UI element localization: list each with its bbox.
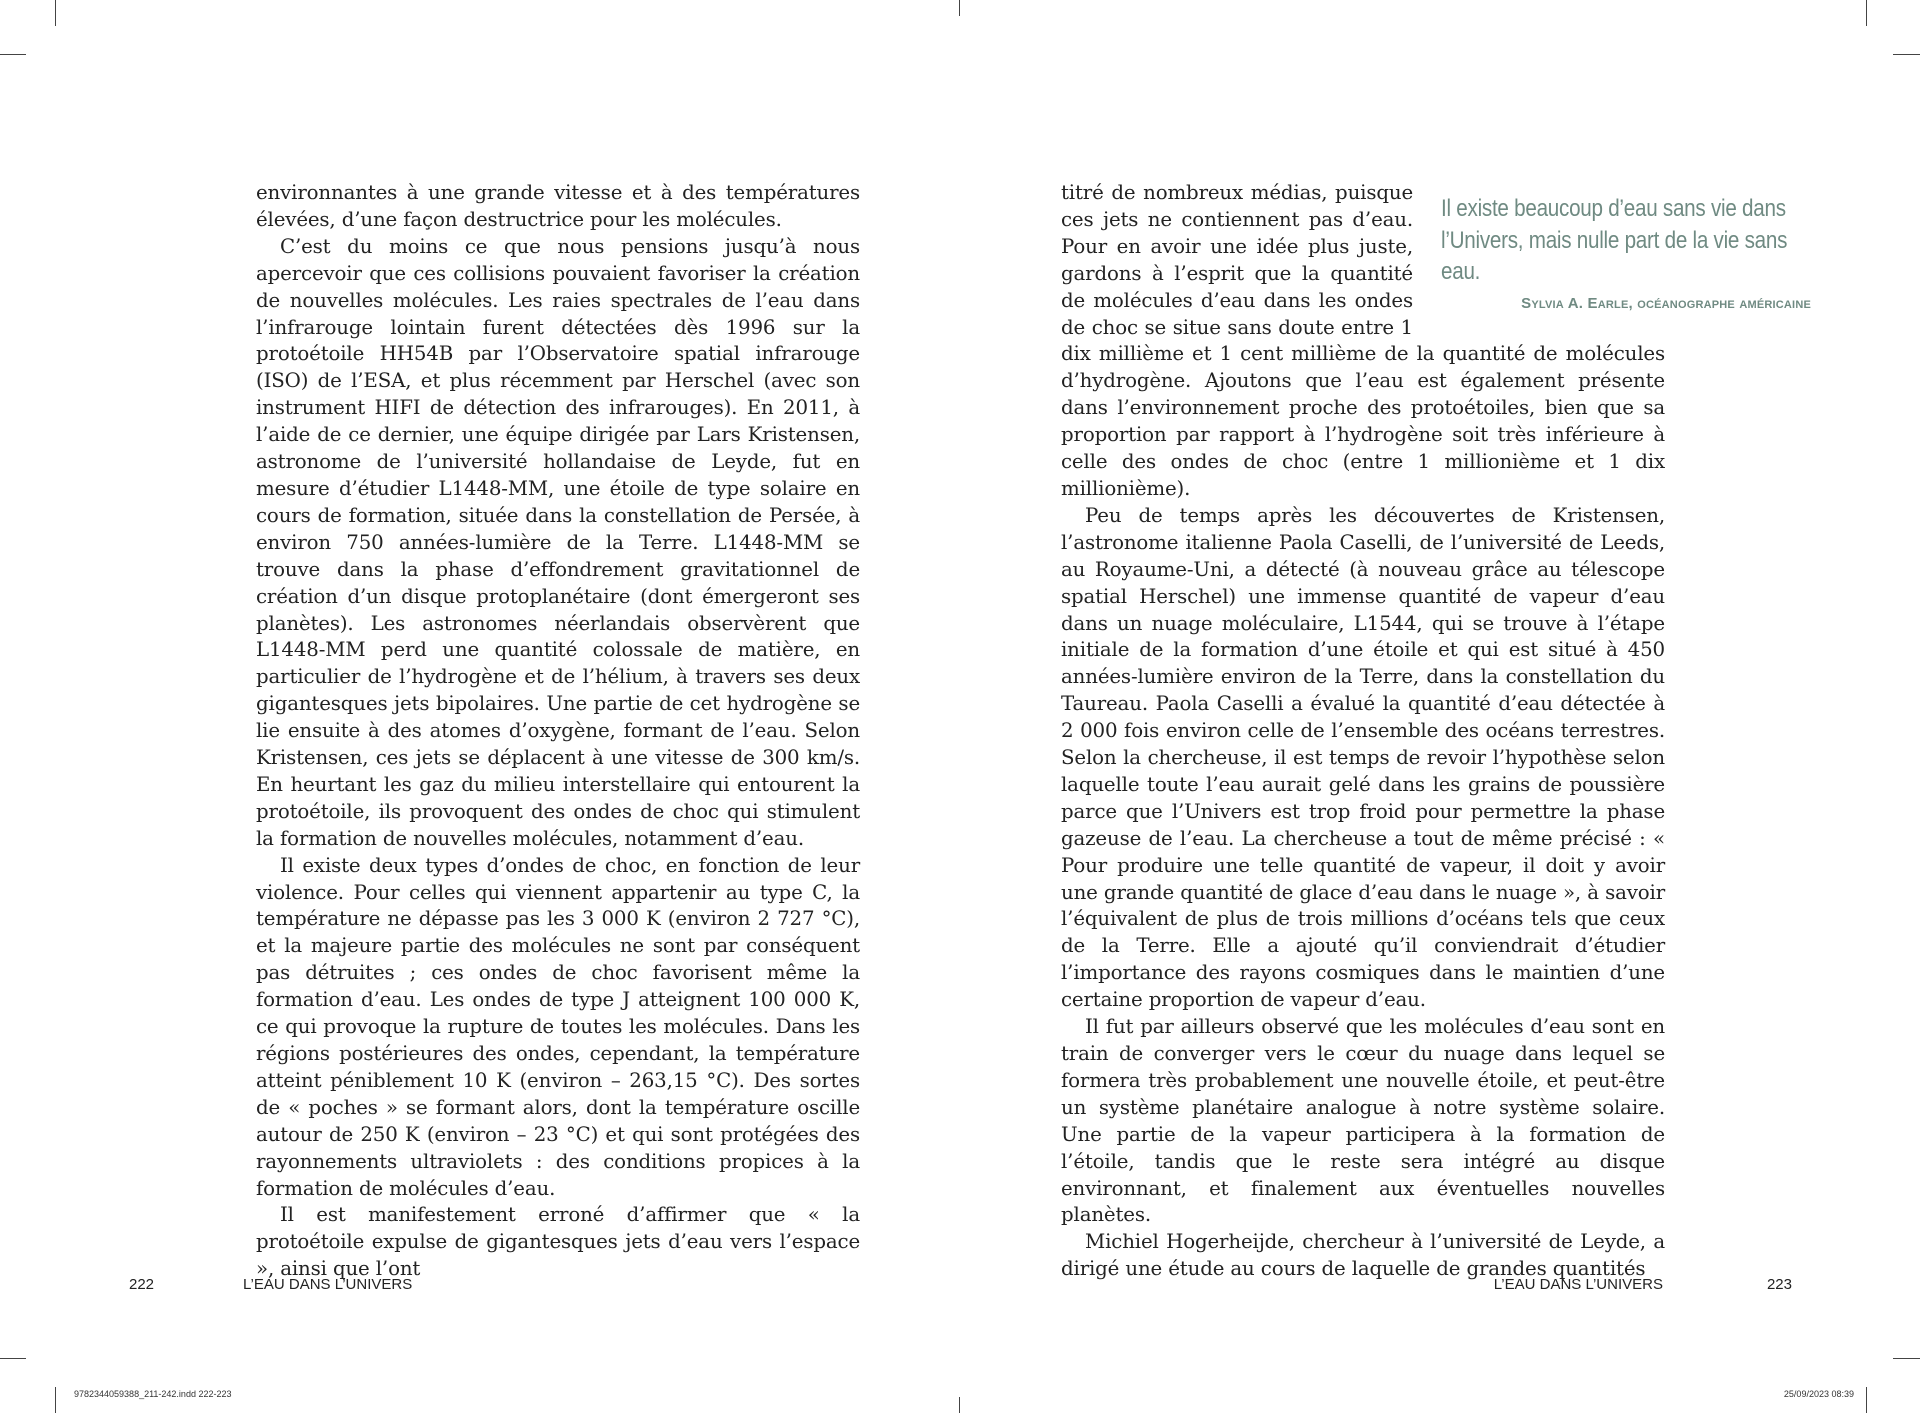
crop-mark — [55, 1387, 56, 1413]
paragraph: Il fut par ailleurs observé que les molécules d’eau sont en train de converger vers le cœur du nuage dans lequel se formera très probablement une nouvelle étoile, et peut-être un système planétaire analogue à notre système solaire. Une partie de la vapeur participera à la formation de l’étoile, tandis que le reste sera intégré au disque environnant, et finalement aux éventuelles nouvelles planètes. — [1061, 1015, 1665, 1227]
right-page-text — [1061, 180, 1811, 1283]
paragraph: environnantes à une grande vitesse et à des températures élevées, d’une façon destructrice pour les molécules. — [256, 181, 860, 231]
pull-quote-text: Il existe beaucoup d’eau sans vie dans l’Univers, mais nulle part de la vie sans eau. — [1441, 195, 1788, 285]
pull-quote — [1441, 193, 1813, 317]
crop-mark — [55, 0, 56, 26]
page-number-right: 223 — [1766, 1276, 1792, 1293]
paragraph: C’est du moins ce que nous pensions jusqu’à nous apercevoir que ces collisions pouvaient favoriser la création de nouvelles molécules. Les raies spectrales de l’eau dans l’infrarouge lointain furent détectées dès 1996 sur la protoétoile HH54B par l’Observatoire spatial infrarouge (ISO) de l’ESA, et plus récemment par Herschel (avec son instrument HIFI de détection des infrarouges). En 2011, à l’aide de ce dernier, une équipe dirigée par Lars Kristensen, astronome de l’université hollandaise de Leyde, fut en mesure d’étudier L1448-MM, une étoile de type solaire en cours de formation, située dans la constellation de Persée, à environ 750 années-lumière de la Terre. L1448-MM se trouve dans la phase d’effondrement gravitationnel de création d’un disque protoplanétaire (dont émergeront ses planètes). Les astronomes néerlandais observèrent que L1448-MM perd une quantité colossale de matière, en particulier de l’hydrogène et de l’hélium, à travers ses deux gigantesques jets bipolaires. Une partie de cet hydrogène se lie ensuite à des atomes d’oxygène, formant de l’eau. Selon Kristensen, ces jets se déplacent à une vitesse de 300 km/s. En heurtant les gaz du milieu interstellaire qui entourent la protoétoile, ils provoquent des ondes de choc qui stimulent la formation de nouvelles molécules, notamment d’eau. — [256, 234, 860, 850]
paragraph: Peu de temps après les découvertes de Kristensen, l’astronome italienne Paola Caselli, de l’université de Leeds, au Royaume-Uni, a détecté (à nouveau grâce au télescope spatial Herschel) une immense quantité de vapeur d’eau dans un nuage moléculaire, L1544, qui se trouve à l’étape initiale de la formation d’une étoile et qui est situé à 450 années-lumière environ de la Terre, dans la constellation du Taureau. Paola Caselli a évalué la quantité d’eau détectée à 2 000 fois environ celle de l’ensemble des océans terrestres. Selon la chercheuse, il est temps de revoir l’hypothèse selon laquelle toute l’eau aurait gelé dans les grains de poussière parce que l’Univers est trop froid pour permettre la phase gazeuse de l’eau. La chercheuse a tout de même précisé : « Pour produire une telle quantité de vapeur, il doit y avoir une grande quantité de glace d’eau dans le nuage », à savoir l’équivalent de plus de trois millions d’océans tels que ceux de la Terre. Elle a ajouté qu’il conviendrait d’étudier l’importance des rayons cosmiques dans le maintien d’une certaine proportion de vapeur d’eau. — [1061, 503, 1665, 1012]
crop-mark — [0, 1358, 26, 1359]
paragraph: Il est manifestement erroné d’affirmer que « la protoétoile expulse de gigantesques jets d’eau vers l’espace », ainsi que l’ont — [256, 1203, 860, 1281]
crop-mark — [1866, 0, 1867, 26]
crop-mark — [959, 0, 960, 16]
crop-mark — [1893, 1358, 1920, 1359]
left-page-text — [256, 180, 860, 1283]
crop-mark — [1866, 1387, 1867, 1413]
page-number-left: 222 — [129, 1276, 155, 1293]
slug-timestamp: 25/09/2023 08:39 — [1783, 1389, 1854, 1399]
paragraph: Il existe deux types d’ondes de choc, en fonction de leur violence. Pour celles qui viennent appartenir au type C, la température ne dépasse pas les 3 000 K (environ 2 727 °C), et la majeure partie des molécules ne sont par conséquent pas détruites ; ces ondes de choc favorisent même la formation d’eau. Les ondes de type J atteignent 100 000 K, ce qui provoque la rupture de toutes les molécules. Dans les régions postérieures des ondes, cependant, la température atteint péniblement 10 K (environ – 263,15 °C). Des sortes de « poches » se formant alors, dont la température oscille autour de 250 K (environ – 23 °C) et qui sont protégées des rayonnements ultraviolets : des conditions propices à la formation de molécules d’eau. — [256, 853, 860, 1200]
running-head-left: L’EAU DANS L’UNIVERS — [243, 1276, 413, 1293]
crop-mark — [0, 54, 26, 55]
paragraph: titré de nombreux médias, puisque ces jets ne contiennent pas d’eau. Pour en avoir une idée plus juste, gardons à l’esprit que la quantité de molécules d’eau dans les ondes de choc se situe sans doute entre 1 dix millième et 1 cent millième de la quantité de molécules d’hydrogène. Ajoutons que l’eau est également présente dans l’environnement proche des protoétoiles, bien que sa proportion par rapport à l’hydrogène soit très inférieure à celle des ondes de choc (entre 1 millionième et 1 dix millionième). — [1061, 181, 1665, 500]
slug-file: 9782344059388_211-242.indd 222-223 — [74, 1389, 232, 1399]
paragraph: Michiel Hogerheijde, chercheur à l’université de Leyde, a dirigé une étude au cours de laquelle de grandes quantités — [1061, 1230, 1665, 1281]
crop-mark — [959, 1397, 960, 1413]
pull-quote-author: Sylvia A. Earle, océanographe américaine — [1521, 294, 1811, 312]
running-head-right: L’EAU DANS L’UNIVERS — [1493, 1276, 1663, 1293]
crop-mark — [1893, 54, 1920, 55]
